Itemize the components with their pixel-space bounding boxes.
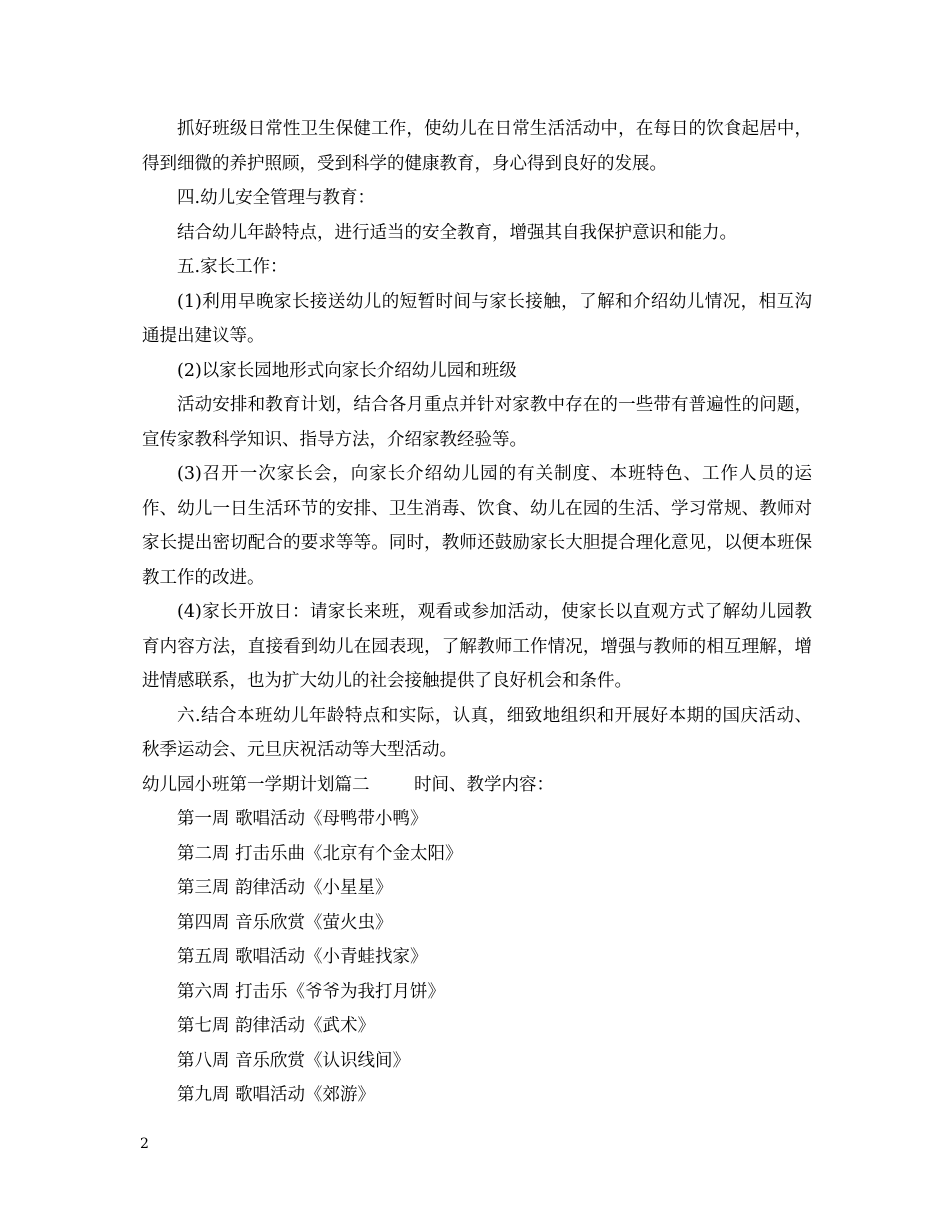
paragraph-activities: 六.结合本班幼儿年龄特点和实际，认真，细致地组织和开展好本期的国庆活动、秋季运动会、元旦庆祝活动等大型活动。	[142, 705, 812, 760]
week-item-8: 第八周 音乐欣赏《认识线间》	[177, 1050, 411, 1071]
week-item-7: 第七周 韵律活动《武术》	[177, 1016, 376, 1036]
week-item-5: 第五周 歌唱活动《小青蛙找家》	[177, 947, 428, 967]
week-item-3: 第三周 韵律活动《小星星》	[177, 878, 393, 898]
heading-parents: 五.家长工作：	[177, 257, 288, 277]
week-item-4: 第四周 音乐欣赏《萤火虫》	[177, 912, 393, 933]
page-number: 2	[140, 1136, 149, 1152]
section-subtitle: 时间、教学内容：	[414, 774, 555, 795]
paragraph-safety: 结合幼儿年龄特点，进行适当的安全教育，增强其自我保护意识和能力。	[177, 222, 737, 243]
week-item-2: 第二周 打击乐曲《北京有个金太阳》	[177, 843, 463, 864]
week-item-6: 第六周 打击乐《爷爷为我打月饼》	[177, 981, 446, 1002]
week-item-1: 第一周 歌唱活动《母鸭带小鸭》	[177, 809, 428, 829]
section-title: 幼儿园小班第一学期计划篇二	[142, 774, 370, 795]
paragraph-parents-4: (4)家长开放日：请家长来班，观看或参加活动，使家长以直观方式了解幼儿园教育内容方法，直接看到幼儿在园表现，了解教师工作情况，增强与教师的相互理解，增进情感联系，也为扩大幼儿的社会接触提供了良好机会和条件。	[142, 602, 812, 691]
heading-safety: 四.幼儿安全管理与教育：	[177, 188, 376, 208]
paragraph-parents-2: (2)以家长园地形式向家长介绍幼儿园和班级	[177, 360, 517, 381]
paragraph-health-care: 抓好班级日常性卫生保健工作，使幼儿在日常生活活动中，在每日的饮食起居中，得到细微的养护照顾，受到科学的健康教育，身心得到良好的发展。	[142, 119, 812, 174]
paragraph-parents-1: (1)利用早晚家长接送幼儿的短暂时间与家长接触，了解和介绍幼儿情况，相互沟通提出建议等。	[142, 291, 812, 346]
paragraph-parents-3: (3)召开一次家长会，向家长介绍幼儿园的有关制度、本班特色、工作人员的运作、幼儿一日生活环节的安排、卫生消毒、饮食、幼儿在园的生活、学习常规、教师对家长提出密切配合的要求等等。同时，教师还鼓励家长大胆提合理化意见，以便本班保教工作的改进。	[142, 464, 812, 588]
week-schedule-list	[142, 802, 812, 1113]
week-item-9: 第九周 歌唱活动《郊游》	[177, 1085, 376, 1105]
body-text	[142, 112, 812, 1113]
section-title-line	[142, 768, 812, 803]
paragraph-parents-2-cont: 活动安排和教育计划，结合各月重点并针对家教中存在的一些带有普遍性的问题，宣传家教科学知识、指导方法，介绍家教经验等。	[142, 395, 812, 450]
